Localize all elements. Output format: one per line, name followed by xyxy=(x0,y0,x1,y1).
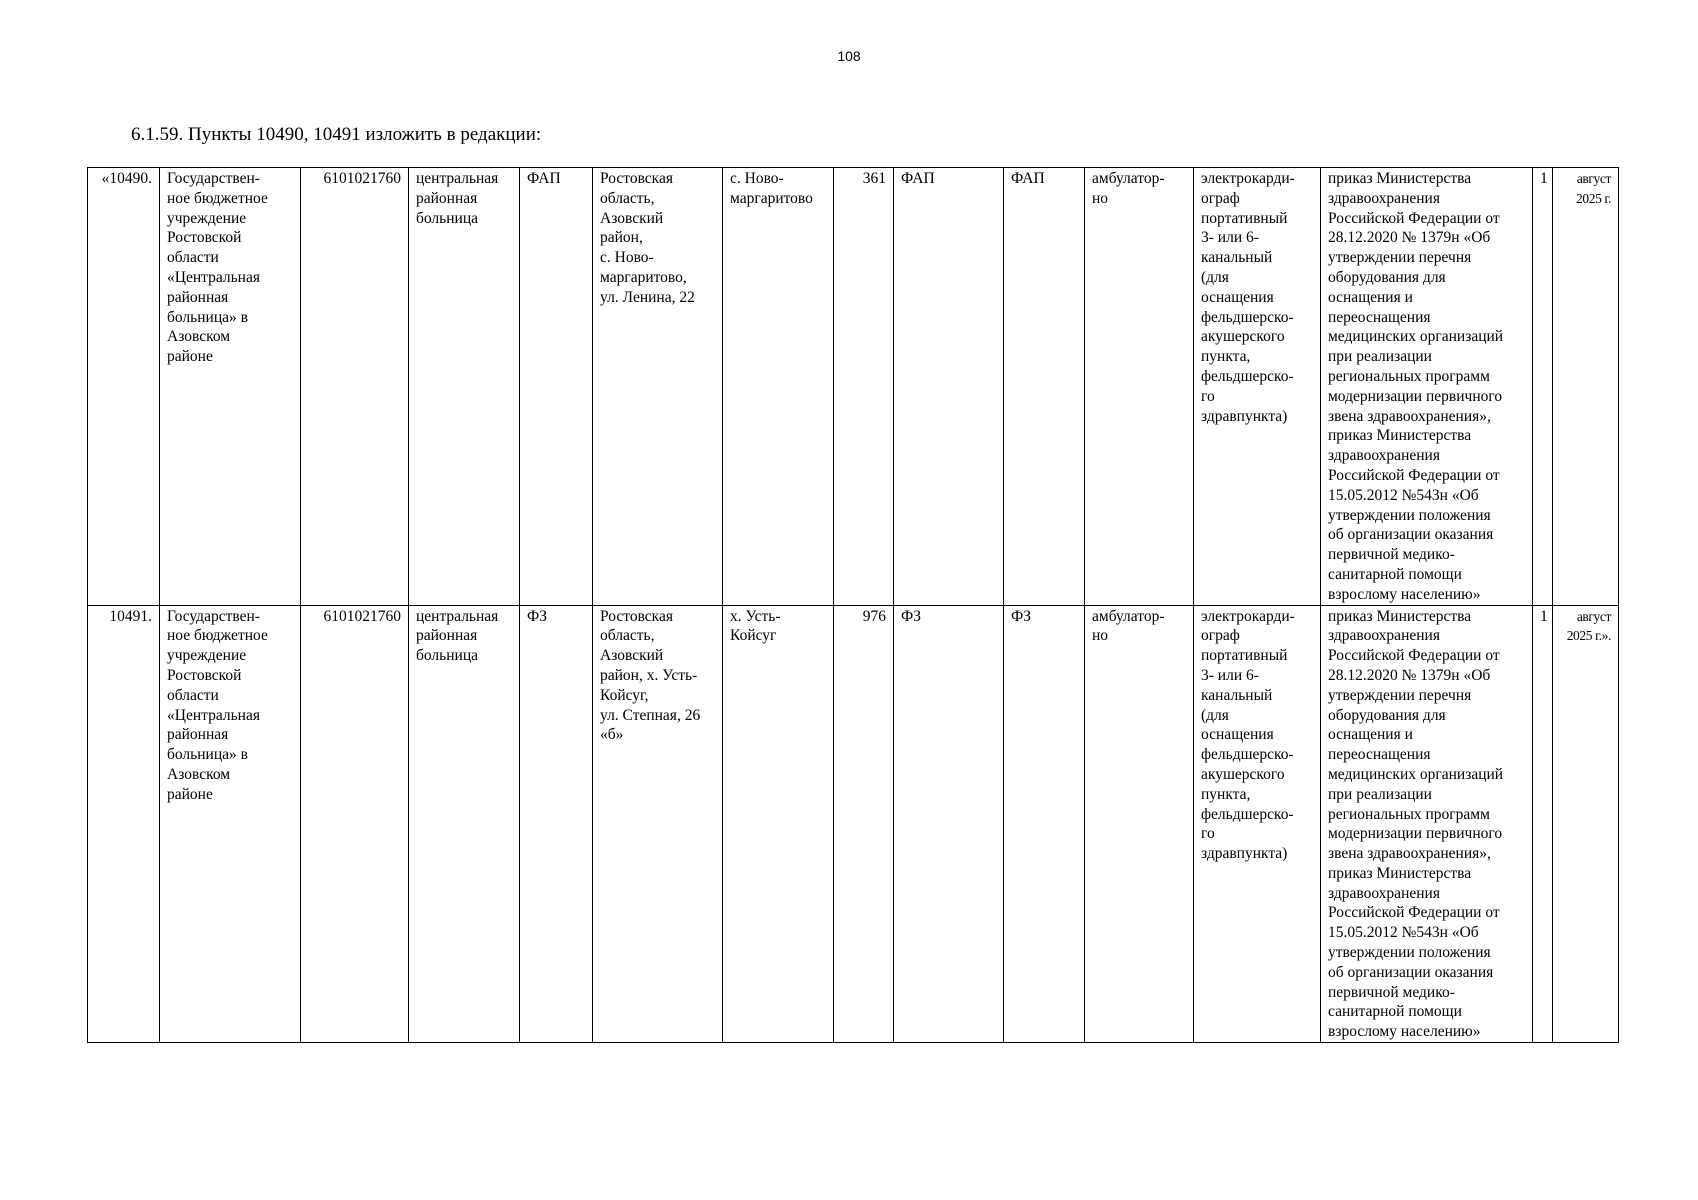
cell-unit-type-2: ФАП xyxy=(1004,168,1085,606)
table-row xyxy=(88,168,1619,606)
cell-organization-type: центральная районная больница xyxy=(409,168,520,606)
cell-date: август 2025 г.». xyxy=(1553,605,1619,1043)
cell-code: 6101021760 xyxy=(301,605,409,1043)
cell-care-form: амбулатор- но xyxy=(1085,605,1194,1043)
cell-quantity: 1 xyxy=(1533,605,1553,1043)
cell-locality: х. Усть- Койсуг xyxy=(723,605,834,1043)
data-table xyxy=(87,167,1619,1043)
cell-equipment: электрокарди- ограф портативный 3- или 6- канальный (для оснащения фельдшерско- акушерского пункта, фельдшерско- го здравпункта) xyxy=(1194,168,1321,606)
page-number: 108 xyxy=(837,48,861,64)
cell-unit: ФАП xyxy=(520,168,593,606)
cell-institution: Государствен- ное бюджетное учреждение Ростовской области «Центральная районная больница» в Азовском районе xyxy=(160,168,301,606)
cell-address: Ростовская область, Азовский район, х. Усть- Койсуг, ул. Степная, 26 «б» xyxy=(593,605,723,1043)
cell-organization-type: центральная районная больница xyxy=(409,605,520,1043)
cell-legal-basis: приказ Министерства здравоохранения Российской Федерации от 28.12.2020 № 1379н «Об утверждении перечня оборудования для оснащения и переоснащения медицинских организаций при реализации региональных программ модернизации первичного звена здравоохранения», приказ Министерства здравоохранения Российской Федерации от 15.05.2012 №543н «Об утверждении положения об организации оказания первичной медико- санитарной помощи взрослому населению» xyxy=(1321,605,1533,1043)
cell-date: август 2025 г. xyxy=(1553,168,1619,606)
cell-unit-type-2: ФЗ xyxy=(1004,605,1085,1043)
cell-institution: Государствен- ное бюджетное учреждение Ростовской области «Центральная районная больница» в Азовском районе xyxy=(160,605,301,1043)
cell-care-form: амбулатор- но xyxy=(1085,168,1194,606)
cell-population: 361 xyxy=(834,168,894,606)
cell-equipment: электрокарди- ограф портативный 3- или 6- канальный (для оснащения фельдшерско- акушерского пункта, фельдшерско- го здравпункта) xyxy=(1194,605,1321,1043)
section-heading: 6.1.59. Пункты 10490, 10491 изложить в редакции: xyxy=(131,124,542,145)
cell-legal-basis: приказ Министерства здравоохранения Российской Федерации от 28.12.2020 № 1379н «Об утверждении перечня оборудования для оснащения и переоснащения медицинских организаций при реализации региональных программ модернизации первичного звена здравоохранения», приказ Министерства здравоохранения Российской Федерации от 15.05.2012 №543н «Об утверждении положения об организации оказания первичной медико- санитарной помощи взрослому населению» xyxy=(1321,168,1533,606)
cell-locality: с. Ново- маргаритово xyxy=(723,168,834,606)
cell-unit-type: ФЗ xyxy=(894,605,1004,1043)
cell-unit-type: ФАП xyxy=(894,168,1004,606)
cell-item-number: «10490. xyxy=(88,168,160,606)
cell-item-number: 10491. xyxy=(88,605,160,1043)
table-row xyxy=(88,605,1619,1043)
cell-code: 6101021760 xyxy=(301,168,409,606)
cell-unit: ФЗ xyxy=(520,605,593,1043)
cell-population: 976 xyxy=(834,605,894,1043)
cell-address: Ростовская область, Азовский район, с. Ново- маргаритово, ул. Ленина, 22 xyxy=(593,168,723,606)
cell-quantity: 1 xyxy=(1533,168,1553,606)
